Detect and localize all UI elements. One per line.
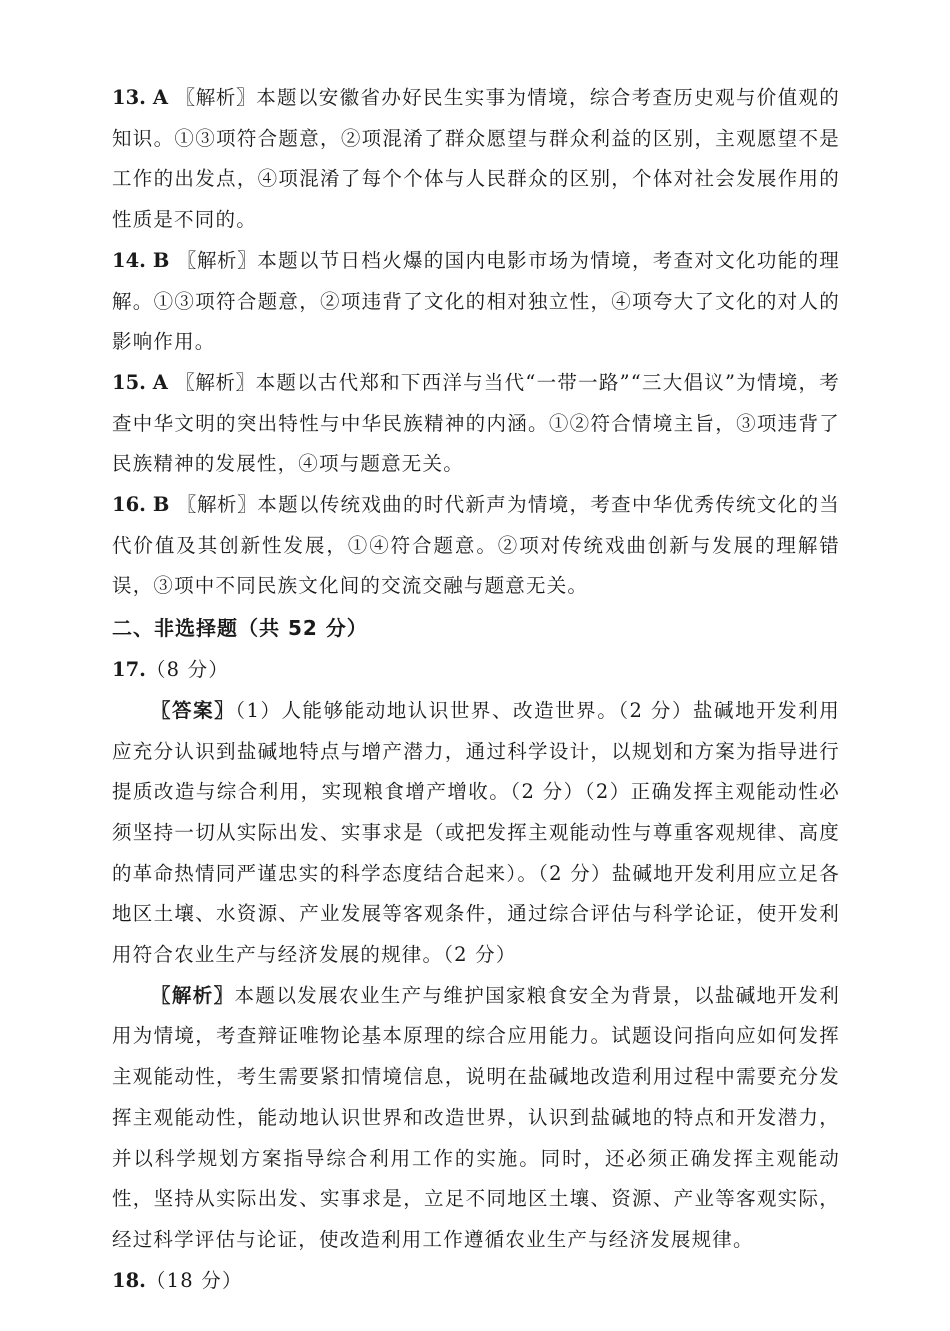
answer-content [112, 78, 840, 1301]
analysis-tag: 〖解析〗 [175, 370, 256, 394]
analysis-tag: 〖解析〗 [176, 493, 258, 517]
question-number: 15. A [112, 370, 168, 394]
analysis-text: 本题以节日档火爆的国内电影市场为情境，考查对文化功能的理解。①③项符合题意，②项违背了文化的相对独立性，④项夸大了文化的对人的影响作用。 [112, 248, 840, 354]
question-15-analysis [112, 363, 840, 485]
question-number: 17. [112, 658, 146, 682]
question-number: 18. [112, 1268, 146, 1292]
question-18-header [112, 1261, 840, 1302]
analysis-text: 本题以发展农业生产与维护国家粮食安全为背景，以盐碱地开发利用为情境，考查辩证唯物论基本原理的综合应用能力。试题设问指向应如何发挥主观能动性，考生需要紧扣情境信息，说明在盐碱地改造利用过程中需要充分发挥主观能动性，能动地认识世界和改造世界，认识到盐碱地的特点和开发潜力，并以科学规划方案指导综合利用工作的实施。同时，还必须正确发挥主观能动性，坚持从实际出发、实事求是，立足不同地区土壤、资源、产业等客观实际，经过科学评估与论证，使改造利用工作遵循农业生产与经济发展规律。 [112, 983, 840, 1251]
question-score: （8 分） [145, 658, 230, 682]
analysis-text: 本题以传统戏曲的时代新声为情境，考查中华优秀传统文化的当代价值及其创新性发展，①④符合题意。②项对传统戏曲创新与发展的理解错误，③项中不同民族文化间的交流交融与题意无关。 [112, 493, 840, 598]
question-14-analysis [112, 241, 840, 363]
question-number: 16. B [112, 493, 170, 517]
question-13-analysis [112, 78, 840, 241]
analysis-tag: 〖解析〗 [175, 86, 257, 109]
analysis-tag: 〖解析〗 [151, 983, 235, 1007]
question-number: 14. B [112, 248, 170, 272]
question-16-analysis [112, 485, 840, 607]
question-number: 13. A [112, 86, 168, 109]
question-17-analysis [112, 976, 840, 1261]
question-17-answer [112, 691, 840, 976]
question-17-header [112, 650, 840, 691]
section-heading: 二、非选择题（共 52 分） [112, 616, 368, 641]
analysis-tag: 〖解析〗 [176, 248, 258, 272]
answer-text: （1）人能够能动地认识世界、改造世界。（2 分）盐碱地开发利用应充分认识到盐碱地特点与增产潜力，通过科学设计，以规划和方案为指导进行提质改造与综合利用，实现粮食增产增收。（2 分）（2）正确发挥主观能动性必须坚持一切从实际出发、实事求是（或把发挥主观能动性与尊重客观规律、高度的革命热情同严谨忠实的科学态度结合起来）。（2 分）盐碱地开发利用应立足各地区土壤、水资源、产业发展等客观条件，通过综合评估与科学论证，使开发利用符合农业生产与经济发展的规律。（2 分） [112, 698, 840, 967]
question-score: （18 分） [145, 1268, 243, 1292]
analysis-text: 本题以安徽省办好民生实事为情境，综合考查历史观与价值观的知识。①③项符合题意，②项混淆了群众愿望与群众利益的区别，主观愿望不是工作的出发点，④项混淆了每个个体与人民群众的区别，个体对社会发展作用的性质是不同的。 [112, 86, 840, 232]
answer-tag: 〖答案〗 [151, 698, 236, 722]
analysis-text: 本题以古代郑和下西洋与当代“一带一路”“三大倡议”为情境，考查中华文明的突出特性与中华民族精神的内涵。①②符合情境主旨，③项违背了民族精神的发展性，④项与题意无关。 [112, 370, 840, 476]
